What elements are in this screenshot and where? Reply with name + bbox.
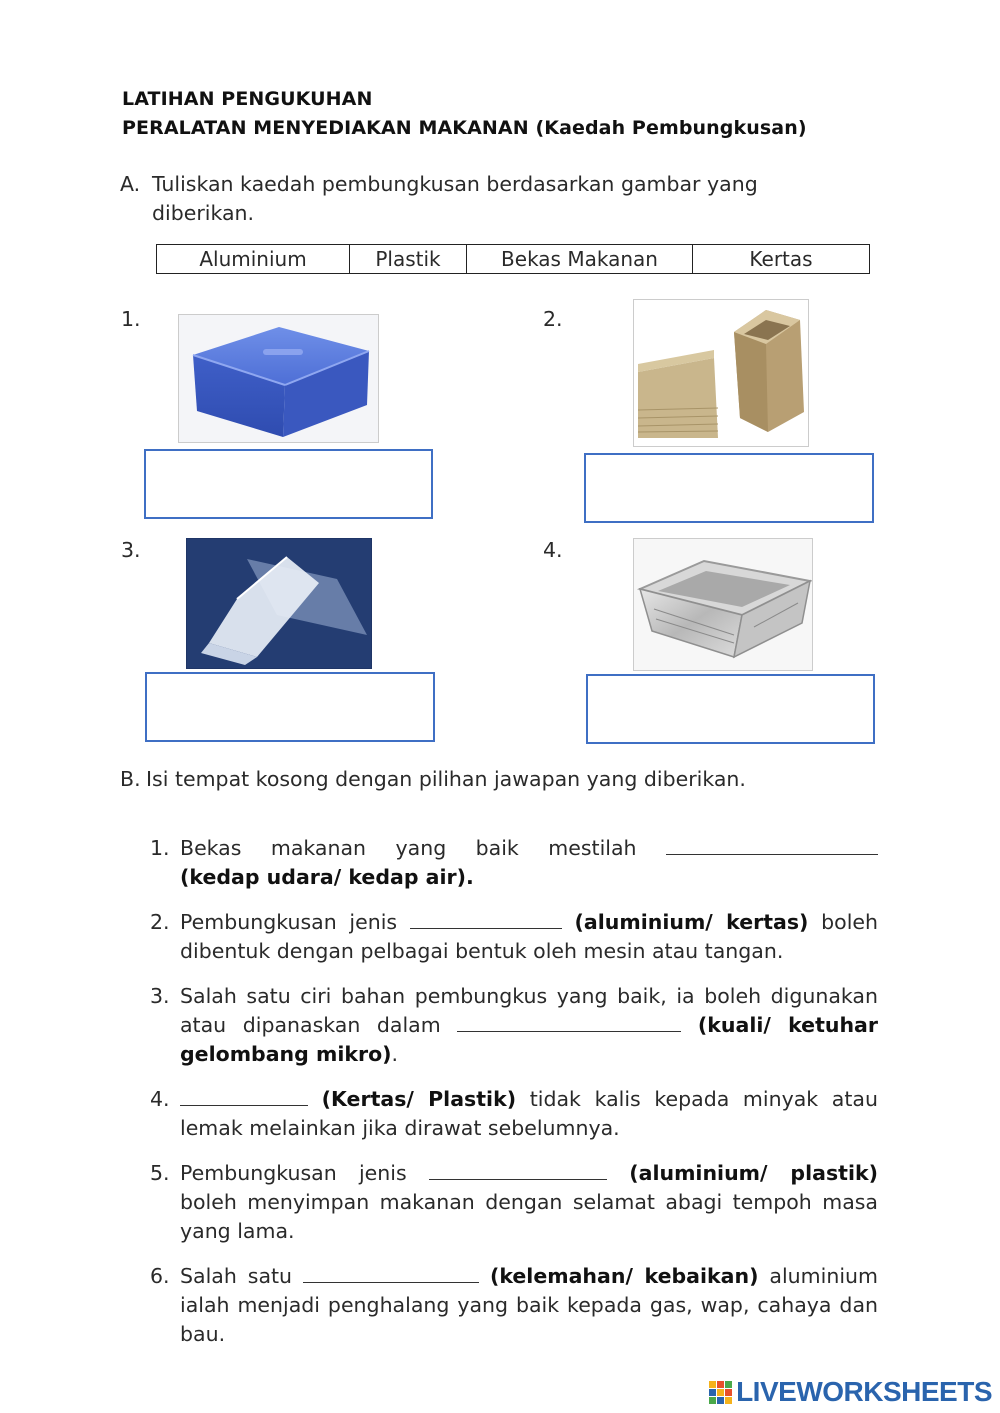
blank-6[interactable] [303,1264,479,1283]
question-1-choice: (kedap udara/ kedap air). [180,865,474,889]
question-4-choice: (Kertas/ Plastik) [321,1087,517,1111]
blue-plastic-container-photo [178,314,379,443]
word-bank-aluminium: Aluminium [157,245,350,273]
item-2-number: 2. [543,307,563,331]
word-bank-table [156,244,870,274]
question-3-choice: (kuali/ ketuhar gelombang mikro) [180,1013,878,1066]
question-3: 3. Salah satu ciri bahan pembungkus yang baik, ia boleh digunakan atau dipanaskan dalam (kuali/ ketuhar gelombang mikro). [150,984,878,1066]
aluminium-tray-photo [633,538,813,671]
question-1-number: 1. [150,836,170,860]
question-2-choice: (aluminium/ kertas) [574,910,809,934]
question-6-number: 6. [150,1264,170,1288]
question-1-body: Bekas makanan yang baik mestilah [180,834,878,863]
worksheet-subtitle: PERALATAN MENYEDIAKAN MAKANAN (Kaedah Pembungkusan) [122,117,807,139]
liveworksheets-logo-text: LIVEWORKSHEETS [736,1376,992,1407]
liveworksheets-logo [709,1376,992,1408]
question-4-number: 4. [150,1087,170,1111]
question-6: 6. Salah satu (kelemahan/ kebaikan) aluminium ialah menjadi penghalang yang baik kepada gas, wap, cahaya dan bau. [150,1264,878,1346]
blank-5[interactable] [429,1161,607,1180]
question-2-number: 2. [150,910,170,934]
question-1 [150,834,878,892]
question-5-choice: (aluminium/ plastik) [629,1161,878,1185]
question-3-number: 3. [150,984,170,1008]
word-bank-kertas: Kertas [749,247,813,271]
section-b-instruction: Isi tempat kosong dengan pilihan jawapan yang diberikan. [146,767,746,791]
question-4: 4. (Kertas/ Plastik) tidak kalis kepada minyak atau lemak melainkan jika dirawat sebelumnya. [150,1087,878,1140]
answer-box-2[interactable] [584,453,874,523]
answer-box-3[interactable] [145,672,435,742]
section-a-instruction-line2: diberikan. [152,201,255,225]
paper-bags-photo [633,299,809,447]
item-4-number: 4. [543,538,563,562]
blank-1[interactable] [666,836,878,855]
item-3-number: 3. [121,538,141,562]
word-bank-plastik: Plastik [350,245,467,273]
section-a-instruction-line1: Tuliskan kaedah pembungkusan berdasarkan gambar yang [152,172,758,196]
section-a-label: A. [120,172,141,196]
question-2: 2. Pembungkusan jenis (aluminium/ kertas) boleh dibentuk dengan pelbagai bentuk oleh mesin atau tangan. [150,910,878,963]
blank-4[interactable] [180,1087,308,1106]
item-1-number: 1. [121,307,141,331]
question-6-choice: (kelemahan/ kebaikan) [489,1264,759,1288]
word-bank-bekas-makanan: Bekas Makanan [467,245,693,273]
blank-3[interactable] [457,1013,681,1032]
section-b-label: B. [120,767,141,791]
answer-box-4[interactable] [586,674,875,744]
worksheet-title: LATIHAN PENGUKUHAN [122,88,373,110]
blank-2[interactable] [410,910,562,929]
plastic-bags-photo [186,538,372,669]
question-5-number: 5. [150,1161,170,1185]
answer-box-1[interactable] [144,449,433,519]
question-5: 5. Pembungkusan jenis (aluminium/ plastik) boleh menyimpan makanan dengan selamat abagi tempoh masa yang lama. [150,1161,878,1243]
liveworksheets-grid-icon [709,1381,732,1404]
